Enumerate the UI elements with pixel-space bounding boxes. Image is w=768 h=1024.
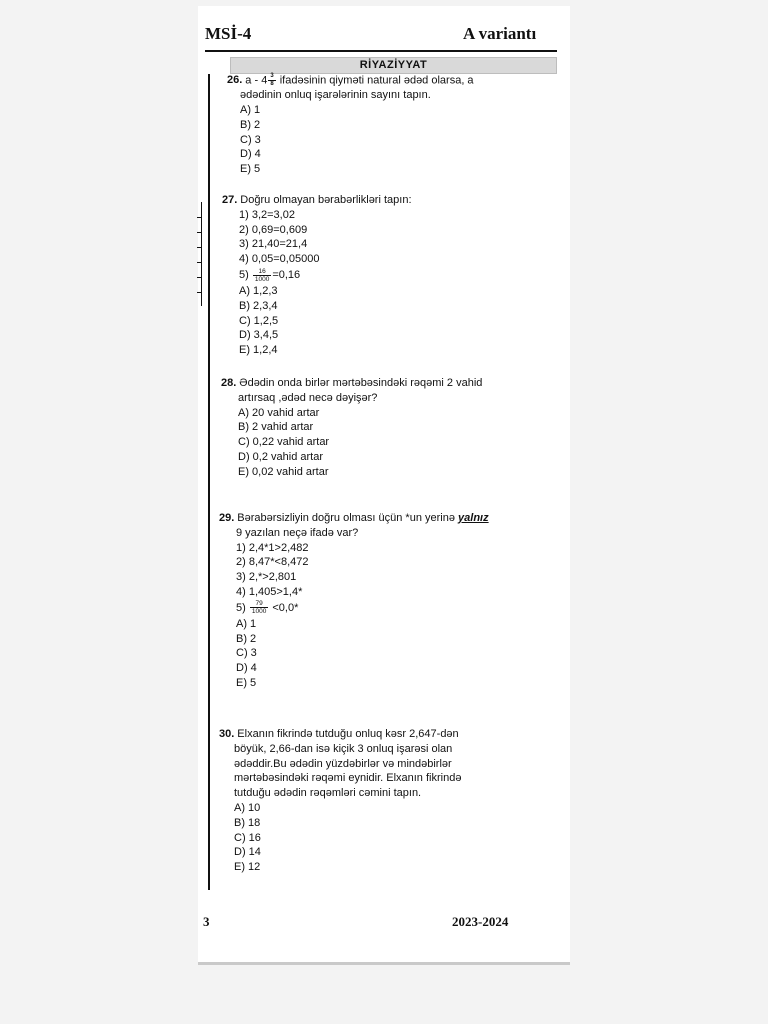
item-number: 5): [236, 601, 249, 614]
answer-option[interactable]: C) 0,22 vahid artar: [238, 436, 330, 449]
statement-item: [236, 600, 489, 617]
question-number: 28.: [221, 377, 237, 389]
question-29-text-line2: 9 yazılan neçə ifadə var?: [236, 526, 359, 539]
statement-item: 3) 21,40=21,4: [239, 238, 308, 251]
question-30-text-line: böyük, 2,66-dan isə kiçik 3 onluq işarəsi olan: [234, 742, 453, 755]
item-number: 5): [239, 268, 252, 281]
answer-option[interactable]: A) 10: [234, 801, 261, 814]
bracket-tick: [197, 247, 202, 248]
question-30-text-line: mərtəbəsindəki rəqəmi eynidir. Elxanın fikrində: [234, 772, 462, 785]
answer-option[interactable]: B) 2: [236, 632, 257, 645]
answer-option[interactable]: B) 2: [240, 118, 261, 131]
question-number: 26.: [227, 74, 243, 87]
answer-option[interactable]: A) 1: [236, 617, 257, 630]
question-30: [219, 727, 461, 875]
fraction-numerator: 16: [253, 268, 271, 276]
answer-option[interactable]: A) 20 vahid artar: [238, 406, 320, 419]
answer-option[interactable]: B) 2,3,4: [239, 299, 278, 312]
question-30-text-line: ədəddir.Bu ədədin yüzdəbirlər və mindəbirlər: [234, 757, 452, 770]
booklet-code: MSİ-4: [205, 24, 252, 43]
academic-year: 2023-2024: [452, 914, 509, 929]
statement-item: [239, 267, 412, 284]
answer-option[interactable]: D) 3,4,5: [239, 329, 279, 342]
statement-item: 2) 0,69=0,609: [239, 223, 308, 236]
bracket-tick: [197, 262, 202, 263]
fraction-denominator: 1000: [251, 608, 267, 616]
subject-heading: RİYAZİYYAT: [230, 57, 557, 74]
answer-option[interactable]: E) 12: [234, 861, 261, 874]
answer-option[interactable]: E) 5: [236, 676, 257, 689]
fraction-denominator: 1000: [254, 275, 270, 283]
question-26: [227, 73, 474, 177]
bracket-tick: [197, 232, 202, 233]
answer-option[interactable]: D) 4: [240, 148, 261, 161]
header-divider: [205, 50, 557, 52]
question-29: [219, 511, 489, 691]
question-number: 29.: [219, 512, 235, 524]
question-number: 30.: [219, 728, 235, 740]
fraction-numerator: 79: [250, 600, 268, 608]
question-27-text: Doğru olmayan bərabərlikləri tapın:: [240, 194, 412, 206]
statement-item: 3) 2,*>2,801: [236, 571, 297, 584]
item-rest: =0,16: [272, 268, 301, 281]
answer-option[interactable]: C) 3: [236, 647, 257, 660]
answer-option[interactable]: E) 0,02 vahid artar: [238, 465, 329, 478]
answer-option[interactable]: C) 3: [240, 133, 261, 146]
answer-option[interactable]: D) 4: [236, 662, 257, 675]
answer-option[interactable]: B) 18: [234, 816, 261, 829]
question-number: 27.: [222, 194, 238, 206]
item-rest: <0,0*: [269, 601, 299, 614]
fraction-denominator: 8: [270, 81, 274, 87]
question-28-text: Ədədin onda birlər mərtəbəsindəki rəqəmi 2 vahid: [239, 377, 483, 389]
page-number: 3: [203, 914, 210, 929]
bracket-tick: [197, 217, 202, 218]
question-27: [222, 193, 412, 358]
variant-label: A variantı: [463, 24, 537, 43]
question-29-text: Bərabərsizliyin doğru olması üçün *un yerinə: [237, 512, 459, 524]
fraction: [250, 600, 268, 615]
bracket-tick: [197, 292, 202, 293]
question-26-text: [227, 73, 474, 88]
statement-item: 4) 0,05=0,05000: [239, 253, 320, 266]
emphasized-word: yalnız: [458, 512, 489, 524]
answer-option[interactable]: E) 1,2,4: [239, 344, 278, 357]
question-30-text-line: tutduğu ədədin rəqəmləri cəmini tapın.: [234, 787, 422, 800]
question-26-text-line2: ədədinin onluq işarələrinin sayını tapın.: [240, 89, 431, 102]
statement-item: 4) 1,405>1,4*: [236, 585, 303, 598]
answer-option[interactable]: A) 1: [240, 104, 261, 116]
question-28-text-line2: artırsaq ,ədəd necə dəyişər?: [238, 391, 378, 404]
question-26-text-rest: ifadəsinin qiyməti natural ədəd olarsa, a: [276, 74, 474, 87]
mixed-fraction: [268, 73, 275, 88]
bracket-tick: [197, 277, 202, 278]
answer-option[interactable]: E) 5: [240, 163, 261, 176]
answer-option[interactable]: B) 2 vahid artar: [238, 421, 314, 434]
answer-option[interactable]: C) 16: [234, 831, 261, 844]
answer-option[interactable]: D) 14: [234, 846, 261, 859]
statement-item: 2) 8,47*<8,472: [236, 556, 309, 569]
fraction: [253, 268, 271, 283]
question-28: [221, 376, 482, 480]
answer-option[interactable]: D) 0,2 vahid artar: [238, 450, 323, 463]
statement-item: 1) 2,4*1>2,482: [236, 541, 309, 554]
statement-item: 1) 3,2=3,02: [239, 208, 295, 221]
fraction-numerator: 3: [270, 73, 274, 79]
question-26-expr: a - 4: [245, 74, 268, 87]
answer-option[interactable]: A) 1,2,3: [239, 284, 278, 297]
question-30-text: Elxanın fikrində tutduğu onluq kəsr 2,647-dən: [237, 728, 459, 740]
answer-option[interactable]: C) 1,2,5: [239, 314, 279, 327]
page-bottom-edge: [198, 962, 570, 965]
margin-rule: [208, 74, 210, 890]
